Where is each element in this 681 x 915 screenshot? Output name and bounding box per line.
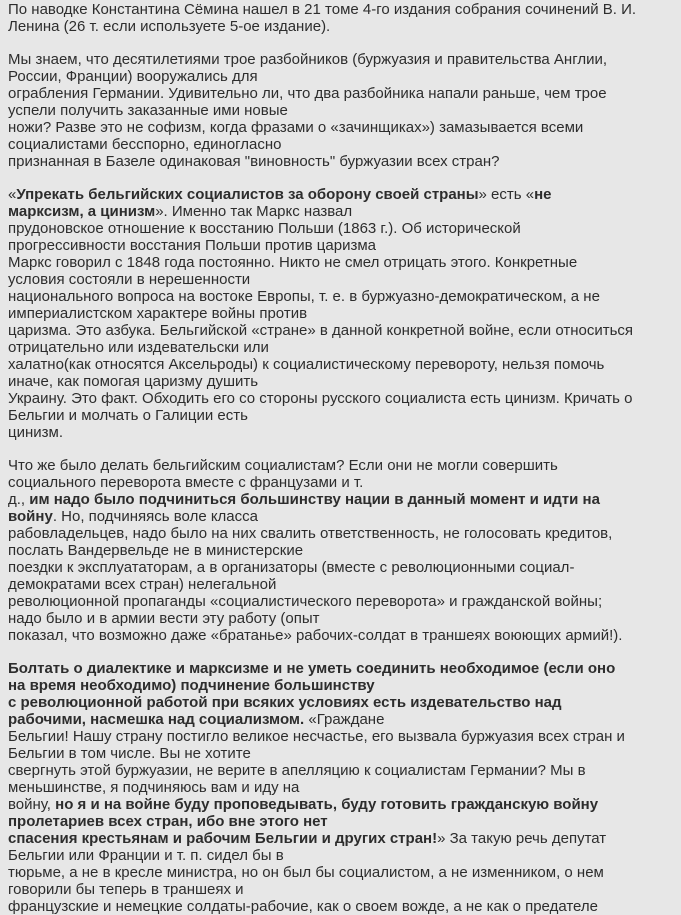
text-segment: меньшинстве, я подчиняюсь вам и иду на — [8, 779, 300, 796]
text-line — [8, 847, 677, 864]
text-segment: французские и немецкие солдаты-рабочие, как о своем вожде, а не как о предателе — [8, 898, 598, 915]
text-segment: прудоновское отношение к восстанию Польши (1863 г.). Об исторической — [8, 220, 521, 237]
text-line — [8, 271, 677, 288]
text-segment: послать Вандервельде не в министерские — [8, 542, 304, 559]
text-line — [8, 660, 677, 677]
text-segment: « — [8, 186, 17, 203]
text-segment: » есть « — [478, 186, 535, 203]
article-text — [8, 1, 677, 915]
text-segment: цинизм. — [8, 424, 63, 441]
text-line — [8, 576, 677, 593]
bold-text-segment: рабочими, насмешка над социализмом. — [8, 711, 305, 728]
text-line — [8, 881, 677, 898]
text-line — [8, 237, 677, 254]
text-line — [8, 68, 677, 85]
text-segment: революционной пропаганды «социалистического переворота» и гражданской войны; — [8, 593, 603, 610]
text-segment: условия состояли в нерешенности — [8, 271, 251, 288]
text-segment: Мы знаем, что десятилетиями трое разбойников (буржуазия и правительства Англии, — [8, 51, 608, 68]
text-segment: иначе, как помогая царизму душить — [8, 373, 259, 390]
text-line — [8, 559, 677, 576]
text-line — [8, 610, 677, 627]
bold-text-segment: пролетариев всех стран, ибо вне этого нет — [8, 813, 328, 830]
text-line — [8, 186, 677, 203]
text-segment: По наводке Константина Сёмина нашел в 21 томе 4-го издания собрания сочинений В. И. — [8, 1, 637, 18]
text-segment: социального переворота вместе с французами и т. — [8, 474, 364, 491]
text-segment: отрицательно или издевательски или — [8, 339, 269, 356]
bold-text-segment: Болтать о диалектике и марксизме и не уметь соединить необходимое (если оно — [8, 660, 616, 677]
text-segment: Маркс говорил с 1848 года постоянно. Никто не смел отрицать этого. Конкретные — [8, 254, 578, 271]
text-line — [8, 796, 677, 813]
text-line — [8, 627, 677, 644]
text-segment: свергнуть этой буржуазии, не верите в апелляцию к социалистам Германии? Мы в — [8, 762, 586, 779]
text-line — [8, 728, 677, 745]
text-line — [8, 136, 677, 153]
text-line — [8, 474, 677, 491]
bold-text-segment: Упрекать бельгийских социалистов за оборону своей страны — [16, 186, 479, 203]
text-segment: прогрессивности восстания Польши против царизма — [8, 237, 376, 254]
text-segment: рабовладельцев, надо было на них свалить ответственность, не голосовать кредитов, — [8, 525, 613, 542]
bold-text-segment: не — [534, 186, 552, 203]
text-segment: говорили бы теперь в траншеях и — [8, 881, 244, 898]
text-line — [8, 491, 677, 508]
text-line — [8, 457, 677, 474]
text-segment: демократами всех стран) нелегальной — [8, 576, 277, 593]
paragraph — [8, 660, 677, 915]
text-line — [8, 864, 677, 881]
text-segment: национального вопроса на востоке Европы, т. е. в буржуазно-демократическом, а не — [8, 288, 600, 305]
text-line — [8, 677, 677, 694]
bold-text-segment: марксизм, а цинизм — [8, 203, 156, 220]
text-segment: Украину. Это факт. Обходить его со стороны русского социалиста есть цинизм. Кричать о — [8, 390, 633, 407]
text-segment: » За такую речь депутат — [437, 830, 607, 847]
text-line — [8, 119, 677, 136]
text-segment: войну, — [8, 796, 56, 813]
text-line — [8, 508, 677, 525]
text-line — [8, 525, 677, 542]
text-segment: Бельгии в том числе. Вы не хотите — [8, 745, 251, 762]
text-line — [8, 85, 677, 102]
text-segment: признанная в Базеле одинаковая "виновность" буржуазии всех стран? — [8, 153, 500, 170]
text-line — [8, 745, 677, 762]
paragraph — [8, 51, 677, 170]
text-segment: ножи? Разве это не софизм, когда фразами о «зачинщиках») замазывается всеми — [8, 119, 584, 136]
text-segment: «Граждане — [304, 711, 385, 728]
text-segment: социалистами бесспорно, единогласно — [8, 136, 282, 153]
text-line — [8, 288, 677, 305]
text-line — [8, 898, 677, 915]
text-line — [8, 356, 677, 373]
text-segment: Бельгии или Франции и т. п. сидел бы в — [8, 847, 284, 864]
text-segment: России, Франции) вооружались для — [8, 68, 258, 85]
text-segment: Ленина (26 т. если используете 5-ое издание). — [8, 18, 331, 35]
text-line — [8, 254, 677, 271]
text-segment: поездки к эксплуататорам, а в организаторы (вместе с революционными социал- — [8, 559, 575, 576]
bold-text-segment: им надо было подчиниться большинству нации в данный момент и идти на — [29, 491, 600, 508]
text-segment: Что же было делать бельгийским социалистам? Если они не могли совершить — [8, 457, 558, 474]
text-segment: тюрьме, а не в кресле министра, но он был бы социалистом, а не изменником, о нем — [8, 864, 604, 881]
text-segment: надо было и в армии вести эту работу (опыт — [8, 610, 320, 627]
text-line — [8, 711, 677, 728]
text-line — [8, 18, 677, 35]
text-line — [8, 51, 677, 68]
text-segment: ». Именно так Маркс назвал — [155, 203, 353, 220]
paragraph — [8, 457, 677, 644]
bold-text-segment: но я и на войне буду проповедывать, буду готовить гражданскую войну — [55, 796, 599, 813]
text-line — [8, 305, 677, 322]
text-segment: империалистском характере войны против — [8, 305, 308, 322]
text-segment: царизма. Это азбука. Бельгийской «стране» в данной конкретной войне, если относиться — [8, 322, 634, 339]
text-line — [8, 407, 677, 424]
text-segment: . Но, подчиняясь воле класса — [52, 508, 258, 525]
text-segment: ограбления Германии. Удивительно ли, что два разбойника напали раньше, чем трое — [8, 85, 607, 102]
text-line — [8, 779, 677, 796]
text-segment: показал, что возможно даже «братанье» рабочих-солдат в траншеях воюющих армий!). — [8, 627, 623, 644]
paragraph — [8, 186, 677, 441]
paragraph — [8, 1, 677, 35]
text-line — [8, 390, 677, 407]
text-line — [8, 322, 677, 339]
text-line — [8, 1, 677, 18]
text-line — [8, 424, 677, 441]
bold-text-segment: на время необходимо) подчинение большинству — [8, 677, 375, 694]
text-line — [8, 220, 677, 237]
text-line — [8, 373, 677, 390]
text-line — [8, 694, 677, 711]
text-line — [8, 339, 677, 356]
text-line — [8, 593, 677, 610]
bold-text-segment: спасения крестьянам и рабочим Бельгии и других стран! — [8, 830, 438, 847]
text-segment: успели получить заказанные ими новые — [8, 102, 288, 119]
text-segment: халатно(как относятся Аксельроды) к социалистическому перевороту, нельзя помочь — [8, 356, 605, 373]
text-line — [8, 762, 677, 779]
bold-text-segment: войну — [8, 508, 53, 525]
text-line — [8, 542, 677, 559]
text-line — [8, 153, 677, 170]
text-segment: Бельгии! Нашу страну постигло великое несчастье, его вызвала буржуазия всех стран и — [8, 728, 625, 745]
text-line — [8, 203, 677, 220]
text-line — [8, 813, 677, 830]
bold-text-segment: с революционной работой при всяких условиях есть издевательство над — [8, 694, 562, 711]
text-segment: Бельгии и молчать о Галиции есть — [8, 407, 248, 424]
text-line — [8, 830, 677, 847]
text-line — [8, 102, 677, 119]
text-segment: д., — [8, 491, 30, 508]
